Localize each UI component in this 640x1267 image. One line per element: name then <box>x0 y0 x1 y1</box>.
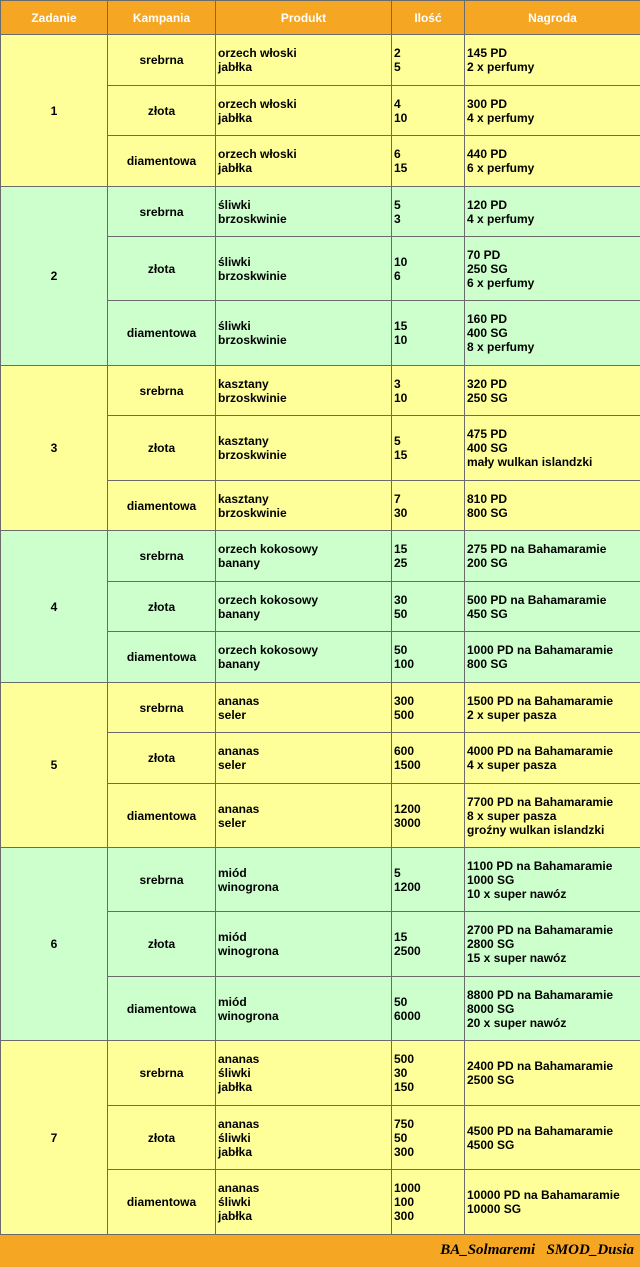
product-cell <box>216 632 392 683</box>
product-cell-line: jabłka <box>218 1080 253 1094</box>
product-cell <box>216 1041 392 1106</box>
reward-cell-line: 4000 PD na Bahamaramie <box>467 744 614 758</box>
reward-cell <box>465 237 640 301</box>
product-cell-line: śliwki <box>218 197 251 212</box>
reward-cell <box>465 582 640 632</box>
reward-cell-line: 4 x perfumy <box>467 211 535 226</box>
product-cell-line: brzoskwinie <box>218 268 287 283</box>
quantity-cell <box>392 1106 465 1170</box>
quantity-cell <box>392 977 465 1041</box>
reward-cell-line: 10000 PD na Bahamaramie <box>467 1188 620 1202</box>
reward-cell-line: 2500 SG <box>467 1073 515 1087</box>
campaign-name: srebrna <box>108 187 216 237</box>
product-cell-line: orzech kokosowy <box>218 643 319 657</box>
quantity-cell-line: 30 <box>394 1066 408 1080</box>
reward-cell-line: 2 x super pasza <box>467 707 557 722</box>
quantity-cell-line: 3000 <box>394 815 421 830</box>
product-cell-line: seler <box>218 815 247 830</box>
header-zadanie: Zadanie <box>1 1 108 35</box>
reward-cell-line: 2 x perfumy <box>467 60 535 74</box>
product-cell-line: ananas <box>218 801 260 816</box>
reward-cell-line: 1000 SG <box>467 872 515 887</box>
reward-cell <box>465 784 640 848</box>
quantity-cell <box>392 481 465 531</box>
reward-cell-line: 2700 PD na Bahamaramie <box>467 923 614 937</box>
product-cell-line: brzoskwinie <box>218 390 287 405</box>
product-cell-line: brzoskwinie <box>218 505 287 520</box>
product-cell-line: jabłka <box>218 110 253 125</box>
product-cell <box>216 366 392 416</box>
quantity-cell <box>392 366 465 416</box>
reward-cell-line: 4 x super pasza <box>467 758 557 772</box>
reward-cell-line: 10 x super nawóz <box>467 886 567 901</box>
product-cell-line: brzoskwinie <box>218 333 287 347</box>
product-cell-line: banany <box>218 657 261 671</box>
task-number: 6 <box>1 848 108 1041</box>
reward-cell <box>465 733 640 784</box>
reward-cell-line: 4 x perfumy <box>467 110 535 125</box>
task-number: 4 <box>1 531 108 683</box>
reward-cell-line: 8 x super pasza <box>467 808 557 823</box>
campaign-name: srebrna <box>108 683 216 733</box>
product-cell-line: banany <box>218 556 261 570</box>
footer-bar <box>0 1234 640 1267</box>
quantity-cell-line: 6000 <box>394 1008 421 1023</box>
campaign-name: złota <box>108 416 216 481</box>
quantity-cell-line: 50 <box>394 643 408 657</box>
table-row <box>1 531 640 582</box>
reward-cell-line: 120 PD <box>467 197 508 212</box>
quantity-cell-line: 15 <box>394 161 408 175</box>
reward-cell <box>465 632 640 683</box>
quantity-cell-line: 4 <box>394 96 401 111</box>
product-cell-line: orzech kokosowy <box>218 592 319 607</box>
reward-cell <box>465 366 640 416</box>
campaign-name: złota <box>108 912 216 977</box>
product-cell-line: ananas <box>218 744 260 758</box>
header-nagroda: Nagroda <box>465 1 640 35</box>
product-cell-line: orzech włoski <box>218 46 297 60</box>
reward-cell-line: 1100 PD na Bahamaramie <box>467 858 613 873</box>
quantity-cell <box>392 733 465 784</box>
quantity-cell-line: 100 <box>394 657 415 671</box>
reward-cell-line: 400 SG <box>467 326 508 340</box>
quantity-cell-line: 15 <box>394 448 408 462</box>
reward-cell-line: 1000 PD na Bahamaramie <box>467 643 614 657</box>
product-cell-line: seler <box>218 758 247 772</box>
quantity-cell-line: 50 <box>394 1130 408 1145</box>
reward-cell <box>465 912 640 977</box>
table-row <box>1 187 640 237</box>
quantity-cell-line: 25 <box>394 556 408 570</box>
reward-cell-line: 2400 PD na Bahamaramie <box>467 1059 614 1073</box>
product-cell-line: banany <box>218 606 261 621</box>
header-ilosc: Ilość <box>392 1 465 35</box>
product-cell <box>216 582 392 632</box>
campaign-name: diamentowa <box>108 136 216 187</box>
quantity-cell-line: 1000 <box>394 1181 421 1195</box>
quantity-cell-line: 1500 <box>394 758 421 772</box>
reward-cell-line: 400 SG <box>467 441 508 455</box>
campaign-name: srebrna <box>108 366 216 416</box>
header-kampania: Kampania <box>108 1 216 35</box>
quantity-cell-line: 5 <box>394 434 401 448</box>
reward-cell-line: 450 SG <box>467 606 508 621</box>
quantity-cell-line: 300 <box>394 693 415 708</box>
quantity-cell <box>392 416 465 481</box>
product-cell <box>216 481 392 531</box>
product-cell-line: śliwki <box>218 319 251 333</box>
reward-cell <box>465 848 640 912</box>
reward-cell-line: 6 x perfumy <box>467 275 535 290</box>
product-cell-line: kasztany <box>218 491 269 506</box>
product-cell <box>216 35 392 86</box>
reward-cell-line: 145 PD <box>467 46 508 60</box>
product-cell <box>216 683 392 733</box>
campaign-name: złota <box>108 582 216 632</box>
product-cell <box>216 733 392 784</box>
quantity-cell-line: 10 <box>394 390 408 405</box>
product-cell <box>216 531 392 582</box>
campaign-name: złota <box>108 86 216 136</box>
campaign-name: diamentowa <box>108 1170 216 1235</box>
campaign-name: złota <box>108 237 216 301</box>
reward-cell-line: 500 PD na Bahamaramie <box>467 592 607 607</box>
product-cell-line: kasztany <box>218 434 269 448</box>
quantity-cell-line: 6 <box>394 268 401 283</box>
product-cell-line: ananas <box>218 1116 260 1131</box>
product-cell-line: seler <box>218 707 247 722</box>
campaign-name: srebrna <box>108 848 216 912</box>
campaign-name: diamentowa <box>108 784 216 848</box>
product-cell-line: jabłka <box>218 1209 253 1223</box>
reward-cell-line: 320 PD <box>467 376 508 391</box>
product-cell-line: śliwki <box>218 1195 251 1209</box>
reward-cell-line: 6 x perfumy <box>467 161 535 175</box>
reward-cell <box>465 1041 640 1106</box>
product-cell <box>216 237 392 301</box>
product-cell <box>216 848 392 912</box>
campaign-name: diamentowa <box>108 481 216 531</box>
quantity-cell-line: 15 <box>394 542 408 556</box>
product-cell-line: brzoskwinie <box>218 211 287 226</box>
product-cell-line: śliwki <box>218 1130 251 1145</box>
product-cell-line: orzech włoski <box>218 147 297 161</box>
quantity-cell-line: 150 <box>394 1080 415 1094</box>
quantity-cell <box>392 784 465 848</box>
reward-cell-line: 8000 SG <box>467 1001 515 1016</box>
quantity-cell <box>392 531 465 582</box>
quantity-cell-line: 7 <box>394 491 401 506</box>
reward-cell-line: 4500 SG <box>467 1137 515 1152</box>
reward-cell-line: 8800 PD na Bahamaramie <box>467 987 614 1002</box>
product-cell-line: śliwki <box>218 1066 251 1080</box>
quantity-cell <box>392 632 465 683</box>
product-cell-line: ananas <box>218 1181 260 1195</box>
product-cell <box>216 86 392 136</box>
task-number: 3 <box>1 366 108 531</box>
product-cell-line: brzoskwinie <box>218 448 287 462</box>
product-cell-line: jabłka <box>218 161 253 175</box>
product-cell-line: winogrona <box>218 1008 279 1023</box>
reward-cell <box>465 481 640 531</box>
reward-cell-line: 275 PD na Bahamaramie <box>467 542 607 556</box>
quantity-cell-line: 50 <box>394 606 408 621</box>
reward-cell-line: 475 PD <box>467 427 508 441</box>
quantity-cell <box>392 683 465 733</box>
quantity-cell-line: 30 <box>394 592 408 607</box>
reward-cell <box>465 187 640 237</box>
reward-cell <box>465 136 640 187</box>
reward-cell-line: 440 PD <box>467 147 508 161</box>
quantity-cell-line: 3 <box>394 211 401 226</box>
task-number: 5 <box>1 683 108 848</box>
task-number: 2 <box>1 187 108 366</box>
quantity-cell-line: 1200 <box>394 879 421 894</box>
quantity-cell <box>392 582 465 632</box>
quantity-cell-line: 2 <box>394 46 401 60</box>
quantity-cell-line: 5 <box>394 865 401 880</box>
quantity-cell <box>392 187 465 237</box>
campaign-name: srebrna <box>108 35 216 86</box>
product-cell-line: ananas <box>218 1052 260 1066</box>
quantity-cell-line: 15 <box>394 930 408 944</box>
quantity-cell-line: 15 <box>394 319 408 333</box>
task-number: 1 <box>1 35 108 187</box>
campaign-name: złota <box>108 1106 216 1170</box>
reward-cell <box>465 531 640 582</box>
reward-cell-line: 250 SG <box>467 390 508 405</box>
quantity-cell-line: 300 <box>394 1144 415 1159</box>
reward-cell-line: groźny wulkan islandzki <box>467 822 605 837</box>
product-cell-line: jabłka <box>218 60 253 74</box>
quantity-cell-line: 1200 <box>394 801 421 816</box>
product-cell-line: jabłka <box>218 1144 253 1159</box>
reward-cell <box>465 416 640 481</box>
table-body <box>1 35 640 1235</box>
header-row <box>1 1 640 35</box>
quantity-cell <box>392 136 465 187</box>
product-cell-line: winogrona <box>218 944 279 958</box>
quantity-cell <box>392 912 465 977</box>
quantity-cell <box>392 237 465 301</box>
campaign-name: srebrna <box>108 531 216 582</box>
quantity-cell <box>392 86 465 136</box>
header-produkt: Produkt <box>216 1 392 35</box>
quantity-cell <box>392 301 465 366</box>
product-cell-line: miód <box>218 865 247 880</box>
reward-cell-line: 10000 SG <box>467 1202 522 1216</box>
product-cell-line: miód <box>218 994 247 1009</box>
reward-cell-line: 4500 PD na Bahamaramie <box>467 1123 614 1138</box>
campaign-name: złota <box>108 733 216 784</box>
table-row <box>1 366 640 416</box>
table-row <box>1 1041 640 1106</box>
product-cell <box>216 301 392 366</box>
reward-cell <box>465 1170 640 1235</box>
campaign-name: srebrna <box>108 1041 216 1106</box>
quantity-cell <box>392 1170 465 1235</box>
quantity-cell <box>392 848 465 912</box>
quantity-cell-line: 50 <box>394 994 408 1009</box>
product-cell-line: orzech włoski <box>218 96 297 111</box>
product-cell <box>216 187 392 237</box>
quantity-cell-line: 30 <box>394 505 408 520</box>
quantity-cell-line: 100 <box>394 1195 415 1209</box>
product-cell-line: miód <box>218 930 247 944</box>
quantity-cell-line: 300 <box>394 1209 415 1223</box>
reward-cell <box>465 1106 640 1170</box>
product-cell <box>216 1170 392 1235</box>
reward-cell-line: 810 PD <box>467 491 508 506</box>
quantity-cell-line: 10 <box>394 254 408 269</box>
quantity-cell-line: 600 <box>394 744 415 758</box>
quantity-cell-line: 6 <box>394 147 401 161</box>
reward-cell-line: 70 PD <box>467 247 501 262</box>
credits-text: BA_Solmaremi SMOD_Dusia <box>440 1242 634 1258</box>
product-cell-line: winogrona <box>218 879 279 894</box>
reward-cell <box>465 683 640 733</box>
reward-cell-line: 1500 PD na Bahamaramie <box>467 693 614 708</box>
reward-cell-line: 7700 PD na Bahamaramie <box>467 794 614 809</box>
product-cell <box>216 136 392 187</box>
quantity-cell-line: 10 <box>394 333 408 347</box>
quantity-cell-line: 3 <box>394 376 401 391</box>
reward-cell-line: 20 x super nawóz <box>467 1015 567 1030</box>
quantity-cell-line: 10 <box>394 110 408 125</box>
reward-cell-line: 2800 SG <box>467 937 515 951</box>
reward-cell-line: 250 SG <box>467 261 508 276</box>
reward-cell-line: 15 x super nawóz <box>467 951 567 965</box>
table-row <box>1 683 640 733</box>
product-cell-line: śliwki <box>218 254 251 269</box>
product-cell-line: kasztany <box>218 376 269 391</box>
campaign-name: diamentowa <box>108 632 216 683</box>
product-cell-line: ananas <box>218 693 260 708</box>
reward-cell <box>465 977 640 1041</box>
product-cell <box>216 912 392 977</box>
quantity-cell-line: 5 <box>394 60 401 74</box>
product-cell <box>216 784 392 848</box>
table-row <box>1 35 640 86</box>
reward-cell-line: 300 PD <box>467 96 508 111</box>
quantity-cell <box>392 1041 465 1106</box>
quantity-cell-line: 750 <box>394 1116 415 1131</box>
reward-cell-line: 160 PD <box>467 312 508 326</box>
reward-cell <box>465 86 640 136</box>
reward-cell-line: 800 SG <box>467 657 508 671</box>
campaign-name: diamentowa <box>108 977 216 1041</box>
campaign-name: diamentowa <box>108 301 216 366</box>
task-number: 7 <box>1 1041 108 1235</box>
reward-cell-line: 8 x perfumy <box>467 340 535 354</box>
product-cell <box>216 416 392 481</box>
quantity-cell <box>392 35 465 86</box>
reward-cell-line: mały wulkan islandzki <box>467 455 593 469</box>
quantity-cell-line: 2500 <box>394 944 421 958</box>
reward-cell <box>465 35 640 86</box>
reward-cell-line: 800 SG <box>467 505 508 520</box>
product-cell <box>216 977 392 1041</box>
quantity-cell-line: 500 <box>394 707 415 722</box>
product-cell <box>216 1106 392 1170</box>
quantity-cell-line: 5 <box>394 197 401 212</box>
reward-cell-line: 200 SG <box>467 556 508 570</box>
reward-cell <box>465 301 640 366</box>
table-row <box>1 848 640 912</box>
quantity-cell-line: 500 <box>394 1052 415 1066</box>
product-cell-line: orzech kokosowy <box>218 542 319 556</box>
